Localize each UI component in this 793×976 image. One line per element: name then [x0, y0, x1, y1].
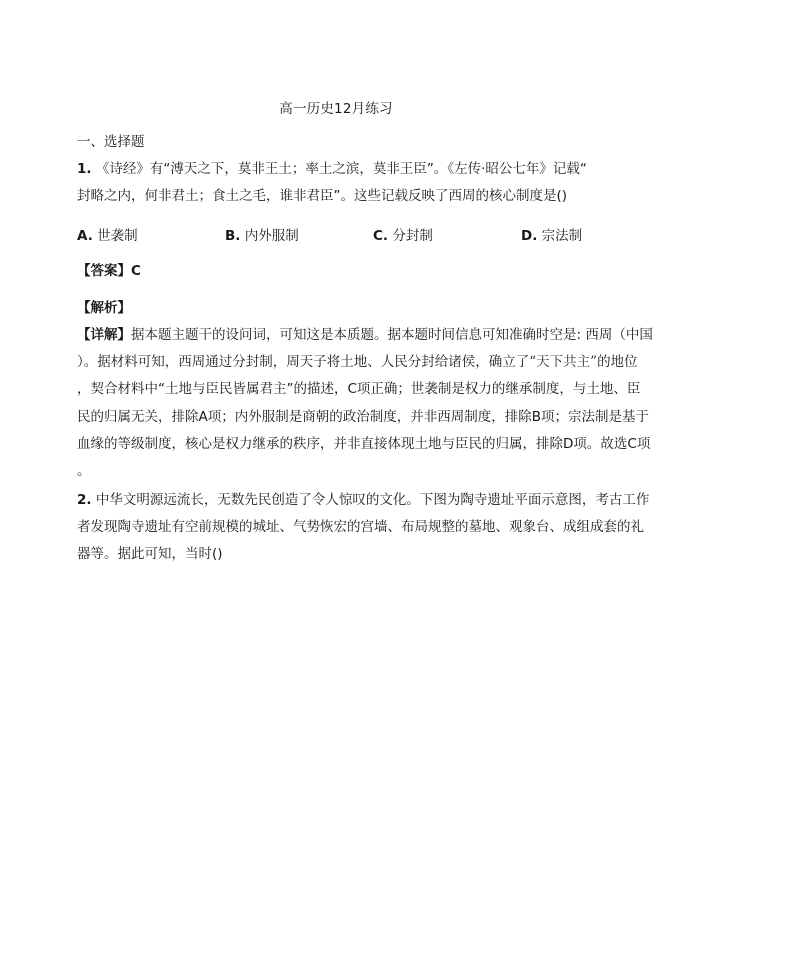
option-b-letter: B. — [225, 228, 241, 244]
question-2-line-2: 者发现陶寺遗址有空前规模的城址、气势恢宏的宫墙、布局规整的墓地、观象台、成组成套的礼 — [77, 519, 644, 535]
detail-text-2: ）。据材料可知，西周通过分封制，周天子将土地、人民分封给诸侯，确立了 — [77, 354, 530, 370]
option-a-text: 世袭制 — [97, 228, 138, 244]
option-c-text: 分封制 — [392, 228, 433, 244]
document-title: 高一历史12月练习 — [279, 101, 393, 117]
option-b-text: 内外服制 — [244, 228, 299, 244]
question-2-line-1: 2. 中华文明源远流长，无数先民创造了令人惊叹的文化。下图为陶寺遗址平面示意图，考古工作 — [77, 492, 650, 508]
detail-line-2 — [77, 353, 638, 371]
option-d — [521, 224, 582, 244]
option-c-letter: C. — [373, 228, 389, 244]
detail-text-2-end: 的地位 — [597, 354, 638, 370]
option-d-letter: D. — [521, 228, 538, 244]
question-1-line-1: 1. 《诗经》有“溥天之下，莫非王土；率土之滨，莫非王臣”。《左传·昭公七年》记载“ — [77, 161, 587, 177]
detail-line-6: 。 — [77, 463, 91, 479]
section-heading: 一、选择题 — [77, 134, 145, 150]
detail-line-3: ，契合材料中“土地与臣民皆属君主”的描述，C项正确；世袭制是权力的继承制度，与土地、臣 — [77, 381, 641, 397]
question-2-line-3: 器等。据此可知，当时() — [77, 546, 223, 562]
option-c — [373, 224, 433, 244]
detail-text-1: 据本题主题干的设问词，可知这是本质题。据本题时间信息可知准确时空是: 西周（中国 — [131, 327, 653, 343]
option-a-letter: A. — [77, 228, 93, 244]
question-1-options — [77, 224, 697, 242]
answer-line — [77, 262, 141, 280]
detail-line-4: 民的归属无关，排除A项；内外服制是商朝的政治制度，并非西周制度，排除B项；宗法制是基于 — [77, 409, 649, 425]
answer-value: C — [131, 263, 141, 279]
option-b — [225, 224, 299, 244]
question-1-text-1: 《诗经》有“溥天之下，莫非王土；率土之滨，莫非王臣”。《左传·昭公七年》记载“ — [95, 161, 587, 177]
detail-line-1 — [77, 326, 653, 344]
question-2-number: 2 — [77, 492, 87, 508]
option-a — [77, 224, 138, 244]
question-2-text-1: 中华文明源远流长，无数先民创造了令人惊叹的文化。下图为陶寺遗址平面示意图，考古工作 — [95, 492, 650, 508]
detail-label: 【详解】 — [77, 327, 131, 343]
answer-label: 【答案】 — [77, 263, 131, 279]
analysis-label: 【解析】 — [77, 300, 131, 316]
detail-quote: “天下共主” — [529, 354, 598, 370]
option-d-text: 宗法制 — [541, 228, 583, 244]
detail-line-5: 血缘的等级制度，核心是权力继承的秩序，并非直接体现土地与臣民的归属，排除D项。故选C项 — [77, 436, 651, 452]
question-1-line-2: 封略之内，何非君土；食土之毛，谁非君臣”。这些记载反映了西周的核心制度是() — [77, 188, 568, 204]
question-1-number: 1 — [77, 161, 87, 177]
